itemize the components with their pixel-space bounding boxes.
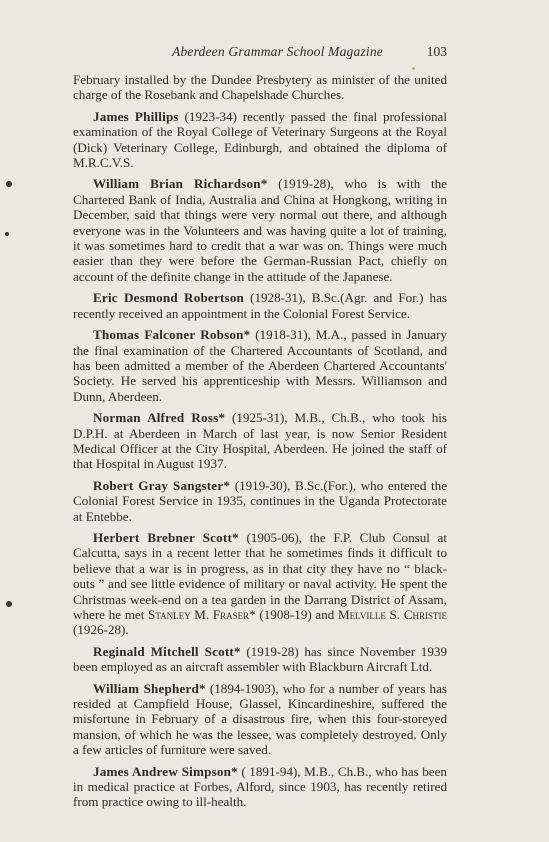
paragraph [73, 290, 447, 321]
paragraph-text: * (1908-19) and [249, 607, 339, 622]
paragraph-text: (1918-31), M.A., passed in January the final examination of the Chartered Accountants of Scotland, and has been admitted a member of the Aberdeen Chartered Accountants' Society. He served his apprenticeship with Messrs. Williamson and Dunn, Aberdeen. [73, 327, 448, 404]
paragraph [73, 478, 447, 524]
person-name: William Shepherd* [93, 680, 206, 696]
paragraph-text: ( 1891-94), M.B., Ch.B., who has been in medical practice at Forbes, Alford, since 1903, has recently retired from practice owing to ill-health. [73, 763, 447, 810]
paragraph [73, 644, 447, 675]
ink-speck [412, 67, 415, 70]
paragraph-text: (1905-06), the F.P. Club Consul at Calcutta, says in a recent letter that he sometimes finds it difficult to believe that a war is in progress, as in that city they have no “ black-outs ” and see little evidence of military or naval activity. He spent the Christmas week-end on a tea garden in the Darrang District of Assam, where he met [73, 529, 448, 622]
paragraph-text: (1919-28) has since November 1939 been employed as an aircraft assembler with Blackburn Aircraft Ltd. [73, 643, 447, 675]
paragraph-text: February installed by the Dundee Presbytery as minister of the united charge of the Rosebank and Chapelshade Churches. [73, 72, 447, 103]
person-name: Norman Alfred Ross* [93, 410, 226, 426]
person-name: Eric Desmond Robertson [93, 290, 245, 306]
paragraph [73, 72, 447, 103]
person-name: Robert Gray Sangster* [93, 477, 231, 493]
paragraph [73, 109, 447, 171]
paragraph [73, 764, 447, 810]
person-name: Thomas Falconer Robson* [93, 327, 251, 343]
paragraph-text: (1925-31), M.B., Ch.B., who took his D.P.H. at Aberdeen in March of last year, is now Senior Resident Medical Officer at the City Hospital, Aberdeen. He joined the staff of that Hospital in August 1937. [73, 410, 447, 472]
running-header [73, 44, 447, 62]
paragraph [73, 176, 447, 284]
paragraph-text: (1926-28). [73, 622, 129, 638]
paragraph-text: (1923-34) recently passed the final professional examination of the Royal College of Veterinary Surgeons at the Royal (Dick) Veterinary College, Edinburgh, and obtained the diploma of M.R.C.V.S. [73, 108, 447, 171]
punch-hole-mark [5, 232, 9, 236]
person-name: Herbert Brebner Scott* [93, 529, 239, 545]
small-caps-name: Melville S. Christie [338, 607, 447, 622]
paragraph-text: (1928-31), B.Sc.(Agr. and For.) has recently received an appointment in the Colonial Forest Service. [73, 290, 447, 321]
paragraph [73, 410, 447, 472]
paragraph [73, 327, 447, 404]
person-name: William Brian Richardson* [93, 176, 268, 192]
person-name: James Andrew Simpson* [93, 763, 238, 779]
paragraph [73, 530, 447, 638]
page-number: 103 [426, 44, 447, 59]
punch-hole-mark [6, 181, 12, 187]
article-body [73, 72, 447, 816]
magazine-title: Aberdeen Grammar School Magazine [172, 44, 383, 59]
paragraph [73, 681, 447, 758]
paragraph-text: (1919-30), B.Sc.(For.), who entered the Colonial Forest Service in 1935, continues in the Uganda Protectorate at Entebbe. [73, 477, 448, 524]
paragraph-text: (1919-28), who is with the Chartered Bank of India, Australia and China at Hongkong, writing in December, said that things were very normal out there, and although everyone was in the Volunteers and was having quite a lot of training, it was sometimes hard to credit that a war was on. Things were much easier than they were before the German-Russian Pact, chiefly on account of the definite change in the attitude of the Japanese. [73, 176, 447, 284]
person-name: Reginald Mitchell Scott* [93, 643, 241, 659]
small-caps-name: Stanley M. Fraser [148, 607, 250, 622]
paragraph-text: (1894-1903), who for a number of years has resided at Campfield House, Glassel, Kincardineshire, suffered the misfortune in February of a disastrous fire, when this four-storeyed mansion, of which he was the lessee, was completely destroyed. Only a few articles of furniture were saved. [73, 680, 447, 758]
person-name: James Phillips [93, 108, 179, 124]
punch-hole-mark [6, 601, 12, 607]
